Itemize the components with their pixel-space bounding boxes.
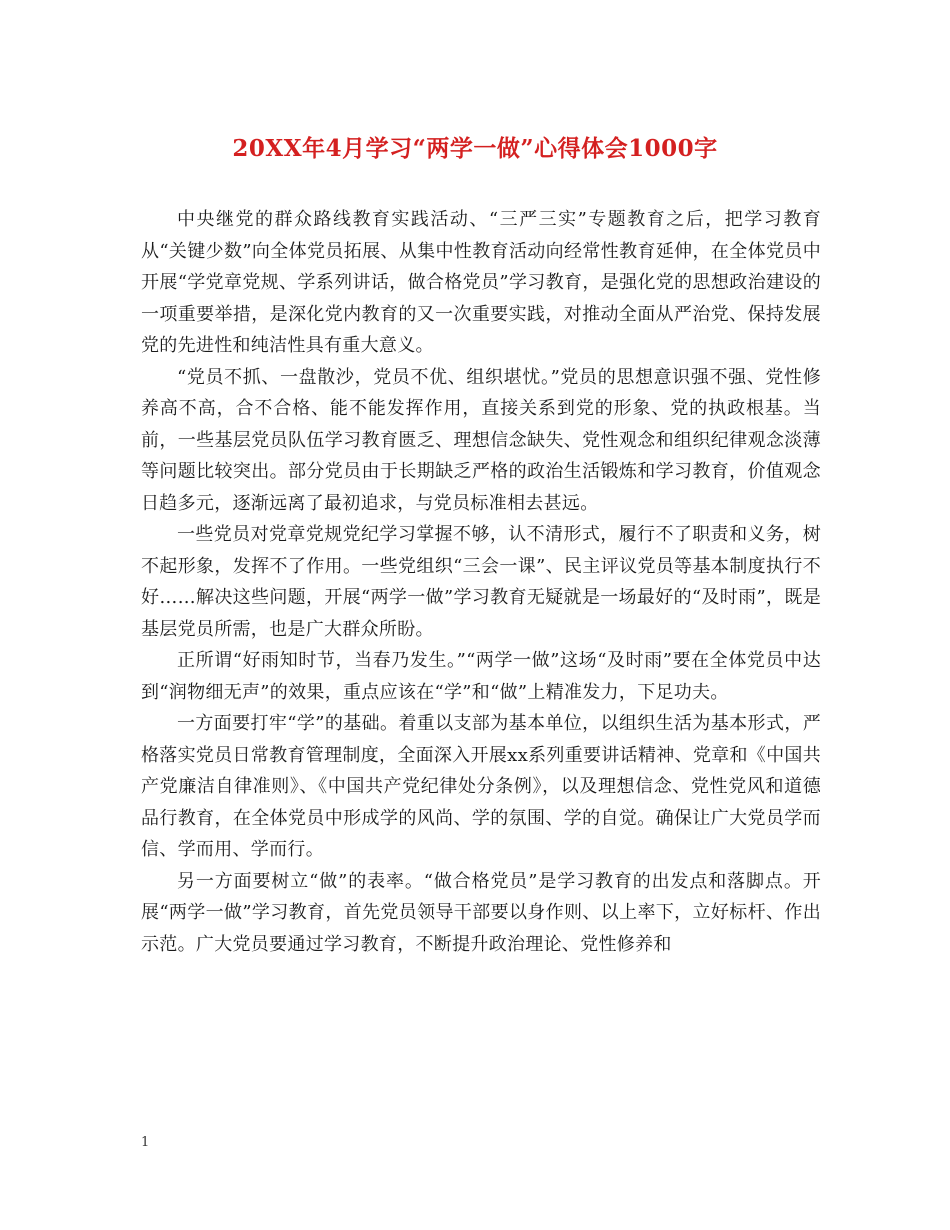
paragraph-1: 中央继党的群众路线教育实践活动、“三严三实”专题教育之后，把学习教育从“关键少数”向全体党员拓展、从集中性教育活动向经常性教育延伸，在全体党员中开展“学党章党规、学系列讲话，做合格党员”学习教育，是强化党的思想政治建设的一项重要举措，是深化党内教育的又一次重要实践，对推动全面从严治党、保持发展党的先进性和纯洁性具有重大意义。 xyxy=(141,209,821,356)
page-number: 1 xyxy=(141,1135,150,1150)
paragraph-3: 一些党员对党章党规党纪学习掌握不够，认不清形式，履行不了职责和义务，树不起形象，发挥不了作用。一些党组织“三会一课”、民主评议党员等基本制度执行不好……解决这些问题，开展“两学一做”学习教育无疑就是一场最好的“及时雨”，既是基层党员所需，也是广大群众所盼。 xyxy=(141,524,821,640)
document-title: 20XX年4月学习“两学一做”心得体会1000字 xyxy=(232,135,718,162)
paragraph-2: “党员不抓、一盘散沙，党员不优、组织堪忧。”党员的思想意识强不强、党性修养高不高，合不合格、能不能发挥作用，直接关系到党的形象、党的执政根基。当前，一些基层党员队伍学习教育匮乏、理想信念缺失、党性观念和组织纪律观念淡薄等问题比较突出。部分党员由于长期缺乏严格的政治生活锻炼和学习教育，价值观念日趋多元，逐渐远离了最初追求，与党员标准相去甚远。 xyxy=(141,366,821,514)
document-body xyxy=(141,204,821,960)
paragraph-6: 另一方面要树立“做”的表率。“做合格党员”是学习教育的出发点和落脚点。开展“两学一做”学习教育，首先党员领导干部要以身作则、以上率下，立好标杆、作出示范。广大党员要通过学习教育，不断提升政治理论、党性修养和 xyxy=(141,870,821,955)
paragraph-5: 一方面要打牢“学”的基础。着重以支部为基本单位，以组织生活为基本形式，严格落实党员日常教育管理制度，全面深入开展xx系列重要讲话精神、党章和《中国共产党廉洁自律准则》、《中国共产党纪律处分条例》，以及理想信念、党性党风和道德品行教育，在全体党员中形成学的风尚、学的氛围、学的自觉。确保让广大党员学而信、学而用、学而行。 xyxy=(141,713,821,860)
paragraph-4: 正所谓“好雨知时节，当春乃发生。”“两学一做”这场“及时雨”要在全体党员中达到“润物细无声”的效果，重点应该在“学”和“做”上精准发力，下足功夫。 xyxy=(141,650,821,703)
